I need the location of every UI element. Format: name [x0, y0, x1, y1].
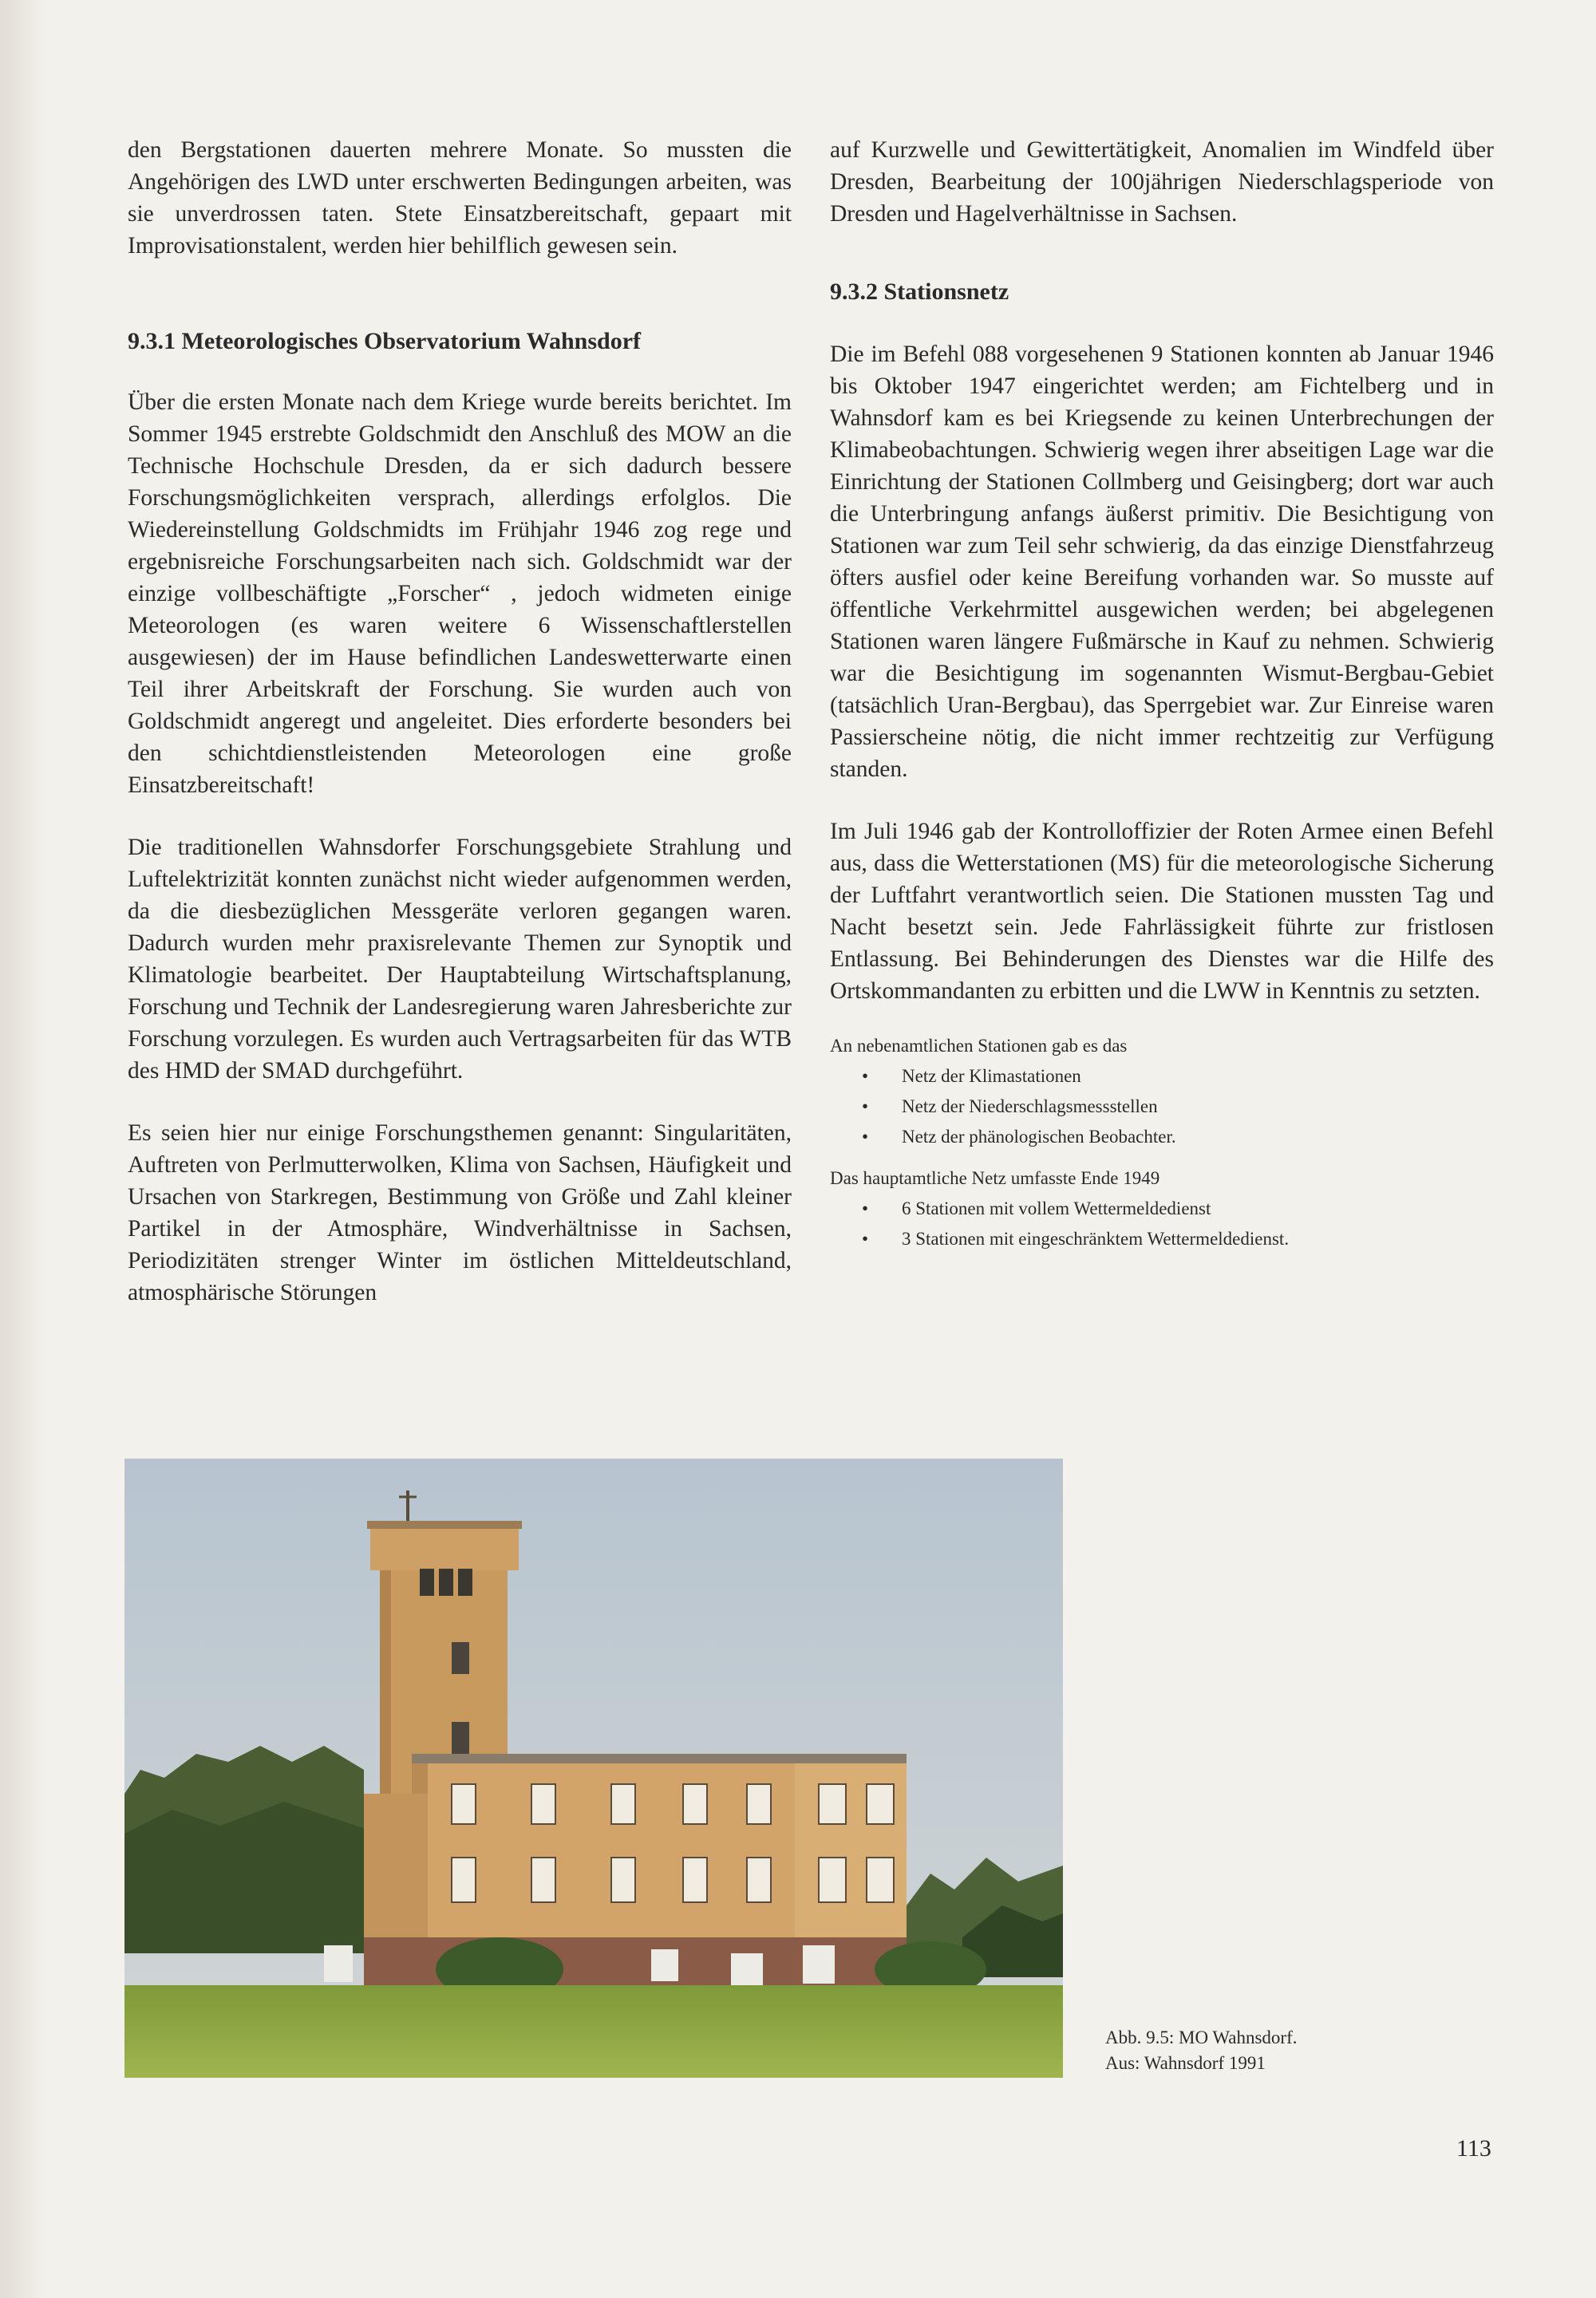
stations-paragraph-2: Im Juli 1946 gab der Kontrolloffizier der Roten Armee einen Befehl aus, dass die Wetterstationen (MS) für die meteorologische Sicherung der Luftfahrt verantwortlich seien. Die Stationen mussten Tag und Nacht besetzt sein. Jede Fahrlässigkeit führte zur fristlosen Entlassung. Bei Behinderungen des Dienstes war die Hilfe des Ortskommandanten zu erbitten und die LWW in Kenntnis zu setzten. [830, 819, 1494, 1004]
caption-line-2: Aus: Wahnsdorf 1991 [1105, 2053, 1266, 2073]
left-column [128, 134, 792, 1309]
observatory-paragraph-3: Es seien hier nur einige Forschungsthemen genannt: Singularitäten, Auftreten von Perlmutterwolken, Klima von Sachsen, Häufigkeit und Ursachen von Starkregen, Bestimmung von Größe und Zahl kleiner Partikel in der Atmosphäre, Windverhältnisse in Sachsen, Periodizitäten strenger Winter im östlichen Mitteldeutschland, atmosphärische Störungen [128, 1120, 792, 1305]
stations-paragraph-1: Die im Befehl 088 vorgesehenen 9 Stationen konnten ab Januar 1946 bis Oktober 1947 eingerichtet werden; am Fichtelberg und in Wahnsdorf kam es bei Kriegsende zu keinen Unterbrechungen der Klimabeobachtungen. Schwierig wegen ihrer abseitigen Lage war die Einrichtung der Stationen Collmberg und Geisingberg; dort war auch die Unterbringung anfangs äußerst primitiv. Die Besichtigung von Stationen war zum Teil sehr schwierig, da das einzige Dienstfahrzeug öfters ausfiel oder keine Bereifung vorhanden war. So musste auf öffentliche Verkehrmittel ausgewichen werden; bei abgelegenen Stationen waren längere Fußmärsche in Kauf zu nehmen. Schwierig war die Besichtigung im sogenannten Wismut-Bergbau-Gebiet (tatsächlich Uran-Bergbau), das Sperrgebiet war. Zur Einreise waren Passierscheine nötig, die nicht immer rechtzeitig zur Verfügung standen. [830, 342, 1494, 782]
page-edge-shadow [0, 0, 48, 2298]
list-item: • Netz der Klimastationen [862, 1061, 1494, 1092]
figure-caption [1105, 2025, 1298, 2076]
main-network-list [830, 1194, 1494, 1254]
observatory-paragraph-2: Die traditionellen Wahnsdorfer Forschungsgebiete Strahlung und Luftelektrizität konnten zunächst nicht wieder aufgenommen werden, da die diesbezüglichen Messgeräte verloren gegangen waren. Dadurch wurden mehr praxisrelevante Themen zur Synoptik und Klimatologie bearbeitet. Der Hauptabteilung Wirtschaftsplanung, Forschung und Technik der Landesregierung waren Jahresberichte zur Forschung vorzulegen. Es wurden auch Vertragsarbeiten für das WTB des HMD der SMAD durchgeführt. [128, 835, 792, 1084]
list-item: • 3 Stationen mit eingeschränktem Wettermeldedienst. [862, 1224, 1494, 1254]
bullet-icon: • [862, 1198, 869, 1218]
section-heading-observatory: 9.3.1 Meteorologisches Observatorium Wahnsdorf [128, 328, 642, 354]
secondary-networks-block [830, 1031, 1494, 1254]
right-column [830, 134, 1494, 1254]
secondary-networks-list [830, 1061, 1494, 1152]
page-number: 113 [1456, 2135, 1491, 2162]
caption-line-1: Abb. 9.5: MO Wahnsdorf. [1105, 2028, 1298, 2047]
bullet-icon: • [862, 1096, 869, 1116]
observatory-photo [124, 1459, 1063, 2078]
list-item: • 6 Stationen mit vollem Wettermeldedienst [862, 1194, 1494, 1224]
bullet-icon: • [862, 1066, 869, 1086]
section-heading-station-network: 9.3.2 Stationsnetz [830, 278, 1009, 305]
right-intro-paragraph: auf Kurzwelle und Gewittertätigkeit, Anomalien im Windfeld über Dresden, Bearbeitung der 100jährigen Niederschlagsperiode von Dresden und Hagelverhältnisse in Sachsen. [830, 137, 1494, 227]
left-intro-paragraph: den Bergstationen dauerten mehrere Monate. So mussten die Angehörigen des LWD unter erschwerten Bedingungen arbeiten, was sie unverdrossen taten. Stete Einsatzbereitschaft, gepaart mit Improvisationstalent, werden hier behilflich gewesen sein. [128, 137, 792, 259]
observatory-paragraph-1: Über die ersten Monate nach dem Kriege wurde bereits berichtet. Im Sommer 1945 erstrebte Goldschmidt den Anschluß des MOW an die Technische Hochschule Dresden, da er sich dadurch bessere Forschungsmöglichkeiten versprach, allerdings erfolglos. Die Wiedereinstellung Goldschmidts im Frühjahr 1946 zog rege und ergebnisreiche Forschungsarbeiten nach sich. Goldschmidt war der einzige vollbeschäftigte „Forscher“ , jedoch widmeten einige Meteorologen (es waren weitere 6 Wissenschaftlerstellen ausgewiesen) der im Hause befindlichen Landeswetterwarte einen Teil ihrer Arbeitskraft der Forschung. Sie wurden auch von Goldschmidt angeregt und angeleitet. Dies erforderte besonders bei den schichtdienstleistenden Meteorologen eine große Einsatzbereitschaft! [128, 389, 792, 798]
bullet-icon: • [862, 1229, 869, 1249]
list-item: • Netz der phänologischen Beobachter. [862, 1122, 1494, 1152]
list-item: • Netz der Niederschlagsmessstellen [862, 1092, 1494, 1122]
bullet-icon: • [862, 1127, 869, 1147]
list2-intro: Das hauptamtliche Netz umfasste Ende 1949 [830, 1168, 1160, 1188]
list1-intro: An nebenamtlichen Stationen gab es das [830, 1036, 1128, 1056]
